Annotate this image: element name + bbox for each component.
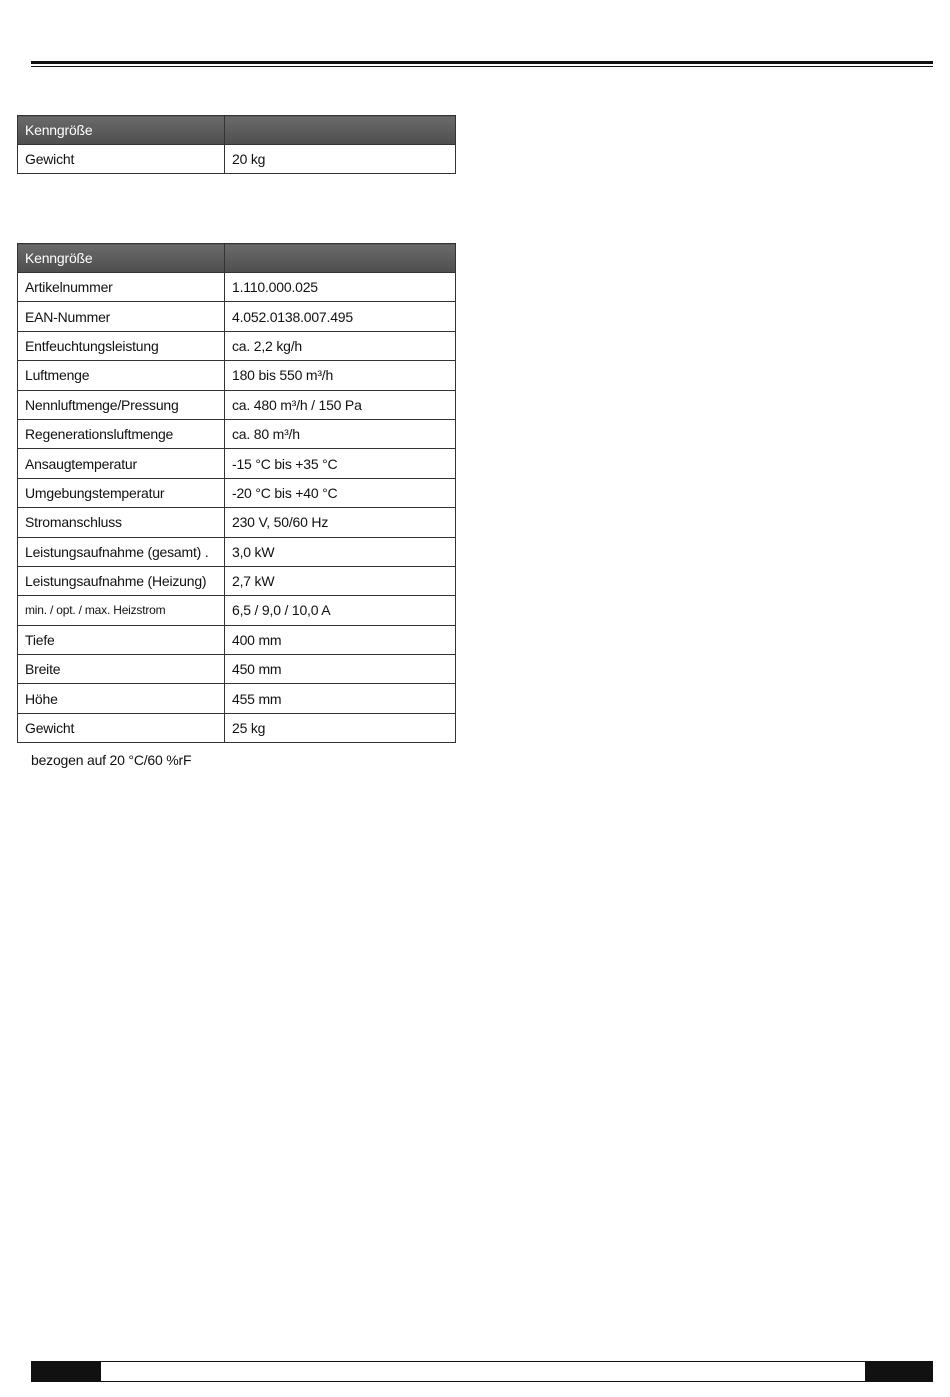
parameter-cell: Leistungsaufnahme (Heizung) xyxy=(18,566,225,595)
footer-bar xyxy=(31,1361,933,1382)
value-cell: 2,7 kW xyxy=(225,566,456,595)
value-cell: ca. 80 m³/h xyxy=(225,419,456,448)
value-cell: 1.110.000.025 xyxy=(225,273,456,302)
value-cell: -20 °C bis +40 °C xyxy=(225,478,456,507)
table-row xyxy=(18,713,456,742)
value-cell: ca. 2,2 kg/h xyxy=(225,331,456,360)
table-row xyxy=(18,302,456,331)
table-row xyxy=(18,449,456,478)
value-cell: 450 mm xyxy=(225,655,456,684)
parameter-cell: Nennluftmenge/Pressung xyxy=(18,390,225,419)
parameter-cell: Ansaugtemperatur xyxy=(18,449,225,478)
parameter-cell: Breite xyxy=(18,655,225,684)
table-row xyxy=(18,273,456,302)
value-cell: 6,5 / 9,0 / 10,0 A xyxy=(225,596,456,625)
parameter-cell: Entfeuchtungsleistung xyxy=(18,331,225,360)
table-row xyxy=(18,596,456,625)
parameter-cell: EAN-Nummer xyxy=(18,302,225,331)
column-header: Kenngröße xyxy=(18,244,225,273)
table-row xyxy=(18,419,456,448)
value-cell: ca. 480 m³/h / 150 Pa xyxy=(225,390,456,419)
column-header xyxy=(225,244,456,273)
table-row xyxy=(18,508,456,537)
value-cell: 230 V, 50/60 Hz xyxy=(225,508,456,537)
parameter-cell: Umgebungstemperatur xyxy=(18,478,225,507)
value-cell: 180 bis 550 m³/h xyxy=(225,361,456,390)
value-cell: -15 °C bis +35 °C xyxy=(225,449,456,478)
parameter-cell: Tiefe xyxy=(18,625,225,654)
table-header-row xyxy=(18,116,456,145)
technical-data-table xyxy=(17,243,456,743)
column-header: Kenngröße xyxy=(18,116,225,145)
parameter-cell: Leistungsaufnahme (gesamt) . xyxy=(18,537,225,566)
parameter-cell: Luftmenge xyxy=(18,361,225,390)
parameter-cell: Stromanschluss xyxy=(18,508,225,537)
table-row xyxy=(18,684,456,713)
footer-block-right xyxy=(865,1362,932,1381)
parameter-cell: Regenerationsluftmenge xyxy=(18,419,225,448)
value-cell: 3,0 kW xyxy=(225,537,456,566)
table-header-row xyxy=(18,244,456,273)
table-row xyxy=(18,478,456,507)
header-rule xyxy=(31,61,933,67)
table-row xyxy=(18,625,456,654)
footnote: bezogen auf 20 °C/60 %rF xyxy=(31,752,192,768)
weight-table xyxy=(17,115,456,174)
table-row xyxy=(18,537,456,566)
value-cell: 20 kg xyxy=(225,145,456,174)
table-row xyxy=(18,361,456,390)
value-cell: 4.052.0138.007.495 xyxy=(225,302,456,331)
value-cell: 455 mm xyxy=(225,684,456,713)
parameter-cell: Höhe xyxy=(18,684,225,713)
value-cell: 400 mm xyxy=(225,625,456,654)
footer-block-left xyxy=(32,1362,101,1381)
table-row xyxy=(18,566,456,595)
parameter-cell: Gewicht xyxy=(18,145,225,174)
table-row xyxy=(18,390,456,419)
parameter-cell: Gewicht xyxy=(18,713,225,742)
parameter-cell: min. / opt. / max. Heizstrom xyxy=(18,596,225,625)
table-row xyxy=(18,331,456,360)
column-header xyxy=(225,116,456,145)
value-cell: 25 kg xyxy=(225,713,456,742)
parameter-cell: Artikelnummer xyxy=(18,273,225,302)
table-row xyxy=(18,145,456,174)
table-row xyxy=(18,655,456,684)
